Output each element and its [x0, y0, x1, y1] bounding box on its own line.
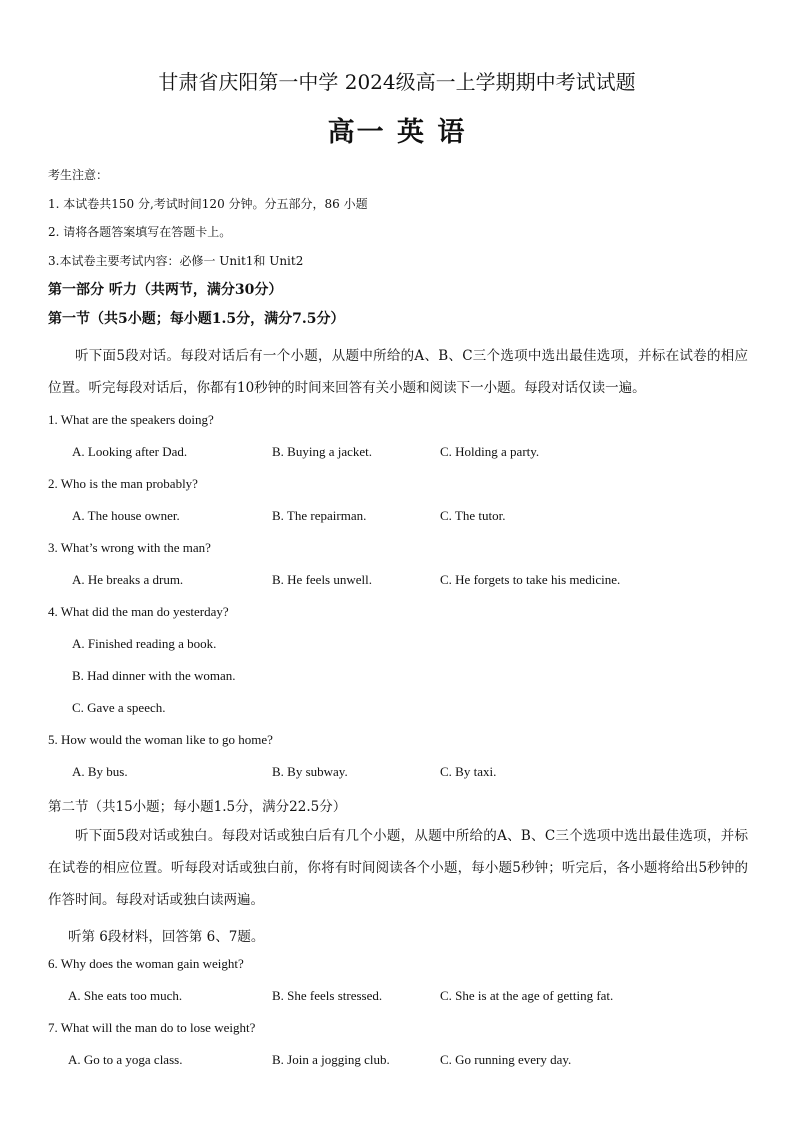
material-note: 听第 6段材料，回答第 6、7题。 — [68, 929, 265, 945]
option-b: B. Buying a jacket. — [272, 444, 373, 459]
option-c: C. By taxi. — [440, 764, 497, 779]
option-b: B. She feels stressed. — [272, 988, 383, 1003]
notice-item: 1. 本试卷共150 分,考试时间120 分钟。分五部分，86 小题 — [48, 197, 368, 211]
option-c: C. Gave a speech. — [72, 700, 166, 715]
option-c: C. He forgets to take his medicine. — [440, 572, 621, 587]
option-a: A. The house owner. — [72, 508, 180, 523]
section2-heading: 第二节（共15小题；每小题1.5分，满分22.5分） — [48, 799, 347, 815]
question-4: 4. What did the man do yesterday? — [48, 604, 229, 619]
section1-instructions: 听下面5段对话。每段对话后有一个小题，从题中所给的A、B、C三个选项中选出最佳选项，并标在试卷的相应位置。听完每段对话后，你都有10秒钟的时间来回答有关小题和阅读下一小题。每段对话仅读一遍。 — [48, 348, 748, 396]
exam-subject: 高一 英 语 — [327, 117, 467, 148]
question-5: 5. How would the woman like to go home? — [48, 732, 273, 747]
question-7: 7. What will the man do to lose weight? — [48, 1020, 256, 1035]
option-c: C. Go running every day. — [440, 1052, 572, 1067]
exam-title: 甘肃省庆阳第一中学 2024级高一上学期期中考试试题 — [158, 70, 636, 94]
section1-heading: 第一节（共5小题；每小题1.5分，满分7.5分） — [48, 311, 345, 327]
notice-heading: 考生注意： — [48, 168, 109, 182]
part1-heading: 第一部分 听力（共两节，满分30分） — [48, 282, 283, 298]
option-b: B. Had dinner with the woman. — [72, 668, 236, 683]
notice-item: 3.本试卷主要考试内容：必修一 Unit1和 Unit2 — [48, 254, 304, 268]
question-2: 2. Who is the man probably? — [48, 476, 198, 491]
option-a: A. Go to a yoga class. — [68, 1052, 183, 1067]
question-1: 1. What are the speakers doing? — [48, 412, 214, 427]
option-c: C. Holding a party. — [440, 444, 540, 459]
option-a: A. Finished reading a book. — [72, 636, 217, 651]
option-a: A. He breaks a drum. — [72, 572, 184, 587]
option-b: B. He feels unwell. — [272, 572, 373, 587]
notice-item: 2. 请将各题答案填写在答题卡上。 — [48, 225, 232, 239]
question-3: 3. What’s wrong with the man? — [48, 540, 211, 555]
option-b: B. By subway. — [272, 764, 348, 779]
option-a: A. Looking after Dad. — [72, 444, 188, 459]
option-a: A. She eats too much. — [68, 988, 183, 1003]
question-6: 6. Why does the woman gain weight? — [48, 956, 244, 971]
option-b: B. The repairman. — [272, 508, 367, 523]
option-b: B. Join a jogging club. — [272, 1052, 390, 1067]
option-a: A. By bus. — [72, 764, 128, 779]
option-c: C. The tutor. — [440, 508, 506, 523]
section2-instructions: 听下面5段对话或独白。每段对话或独白后有几个小题，从题中所给的A、B、C三个选项中选出最佳选项，并标在试卷的相应位置。听每段对话或独白前，你将有时间阅读各个小题，每小题5秒钟；听完后，各小题将给出5秒钟的作答时间。每段对话或独白读两遍。 — [48, 828, 748, 908]
option-c: C. She is at the age of getting fat. — [440, 988, 614, 1003]
